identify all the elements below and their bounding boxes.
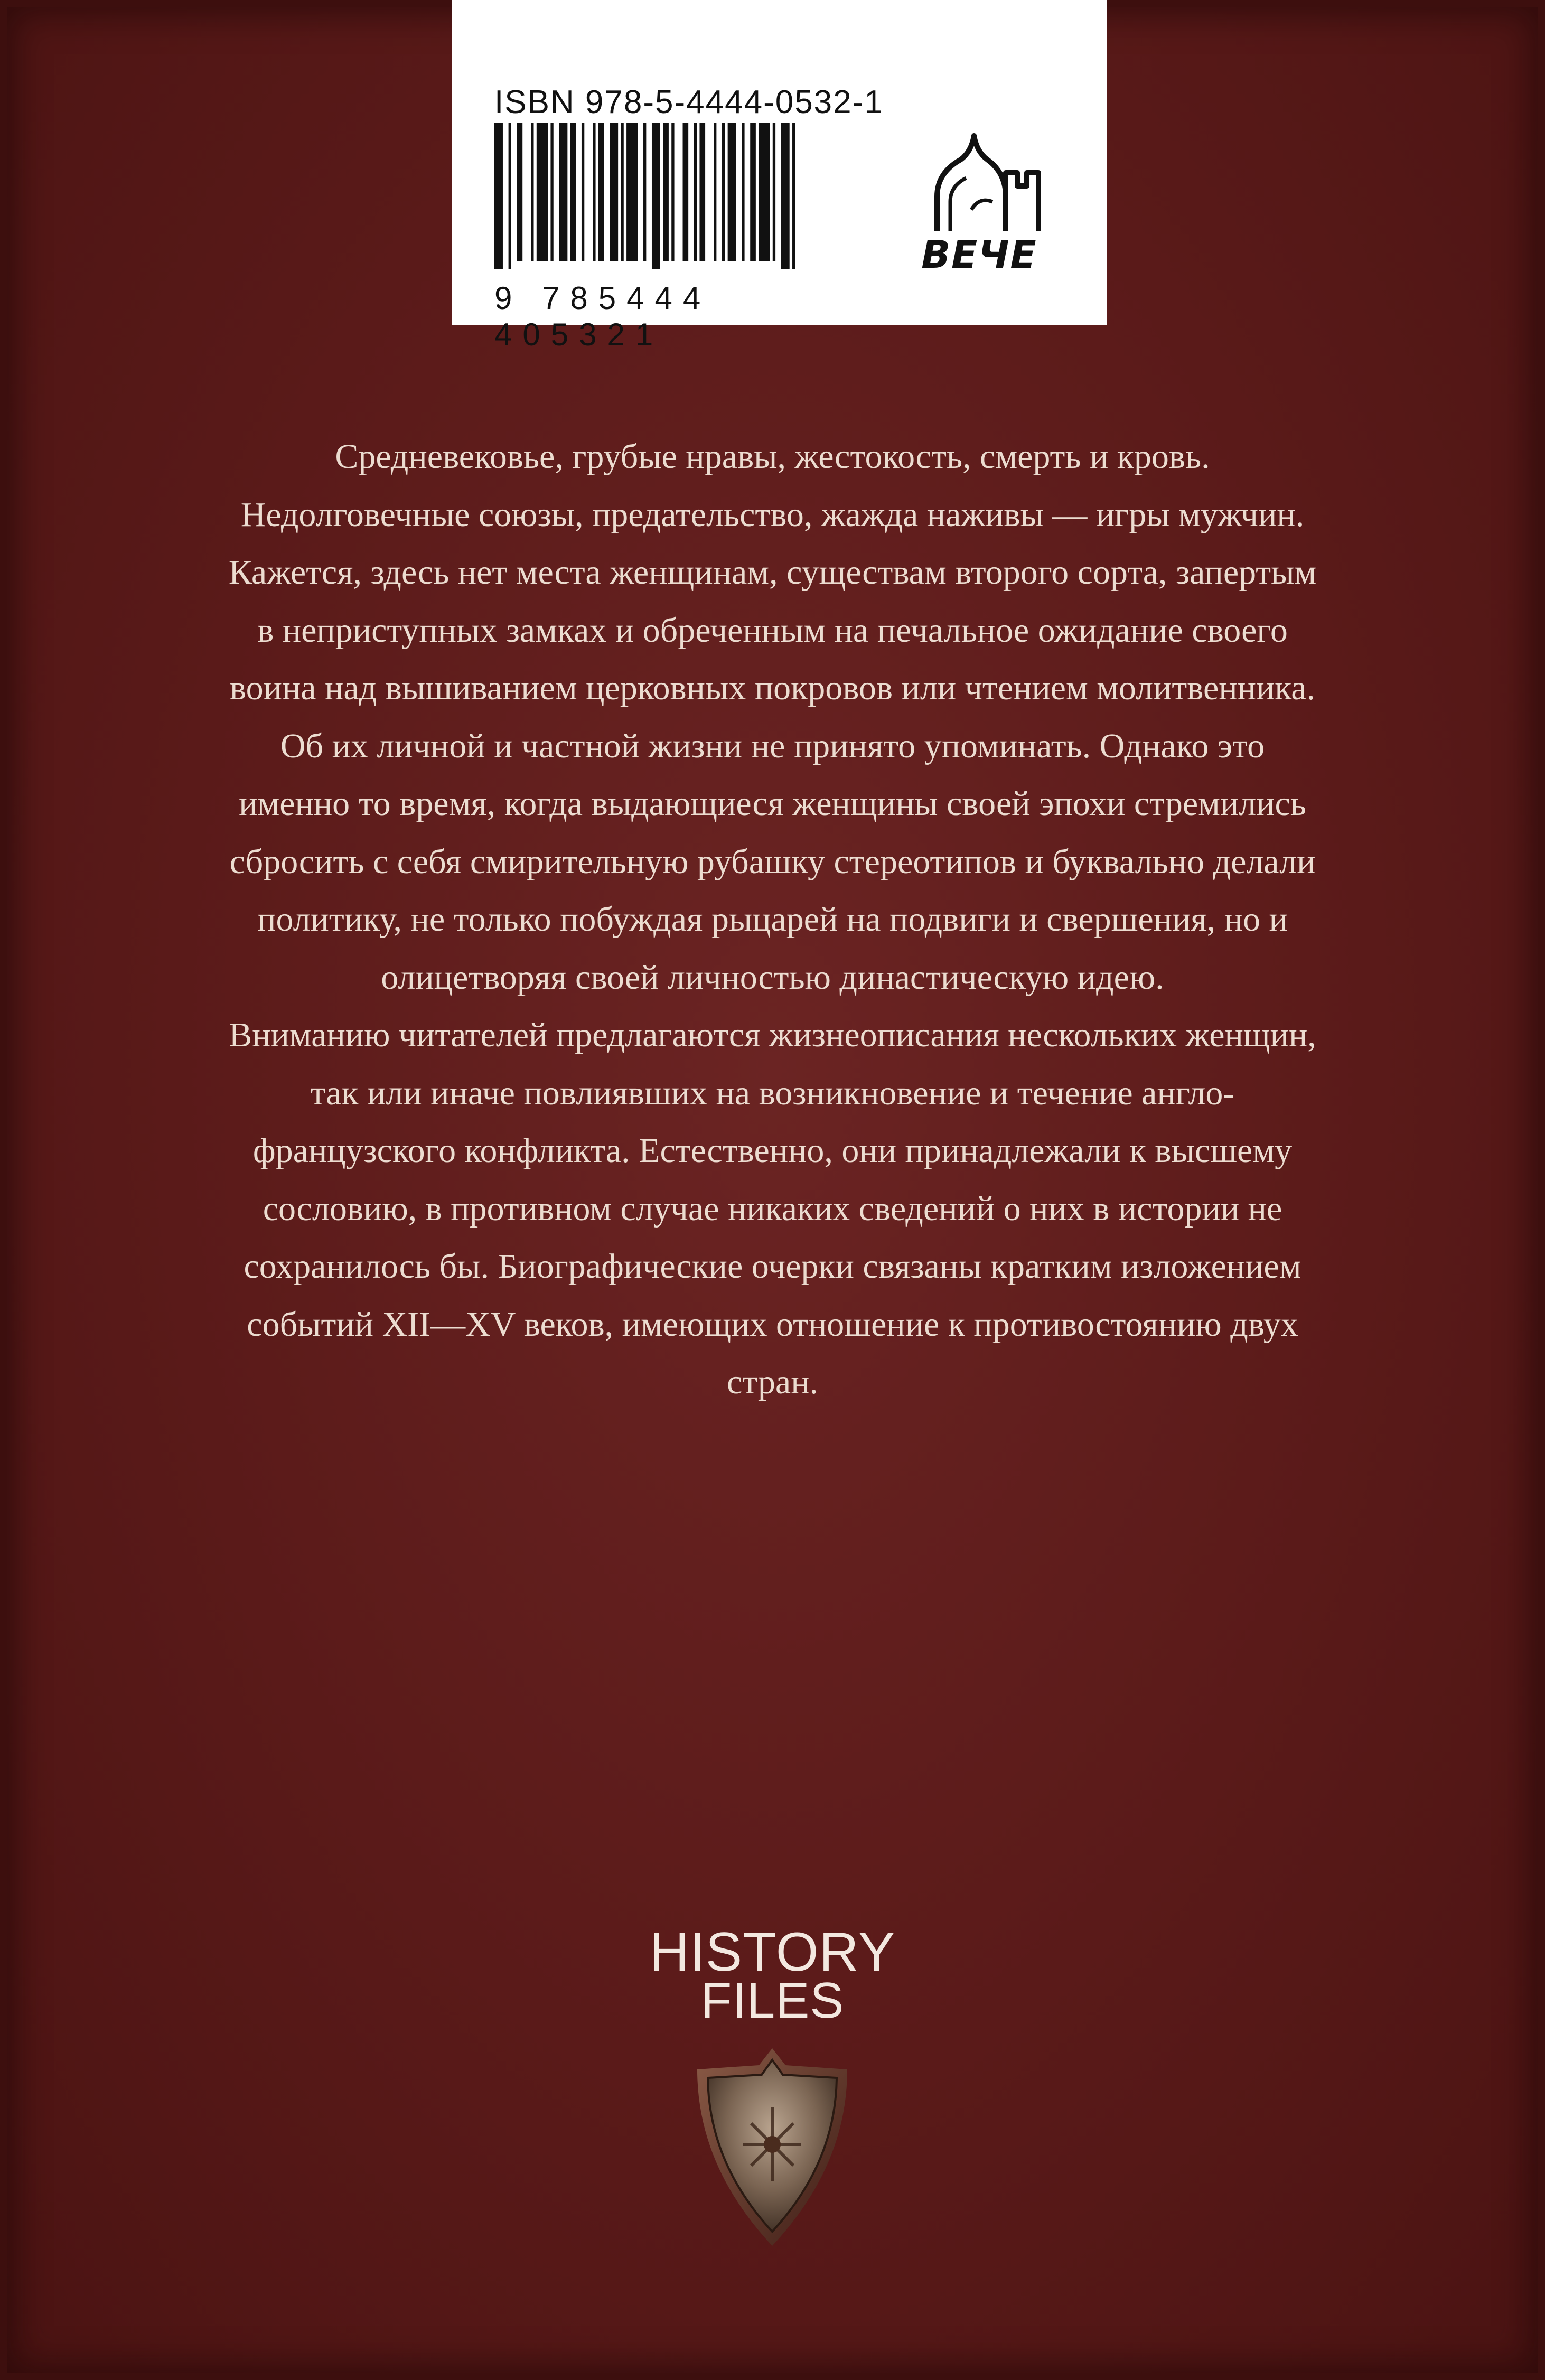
barcode-bar (759, 123, 770, 261)
barcode-bar (792, 123, 795, 269)
barcode-bar (750, 123, 756, 261)
barcode-bar (593, 123, 595, 261)
barcode-bar (626, 123, 638, 261)
series-title (613, 1922, 932, 2029)
barcode-bar (621, 123, 623, 261)
shield-icon (693, 2044, 851, 2250)
barcode-bar (714, 123, 716, 261)
barcode-bar (742, 123, 744, 261)
barcode-bar (699, 123, 705, 261)
barcode-bar (517, 123, 523, 261)
barcode-bar (652, 123, 660, 269)
barcode-bar (663, 123, 669, 261)
isbn-number: ISBN 978-5-4444-0532-1 (494, 84, 884, 120)
blurb-paragraph-1: Средневековье, грубые нравы, жестокость, смерть и кровь. Недолговечные союзы, предательство, жажда наживы — игры мужчин. Кажется, здесь нет места женщинам, существам второго сорта, запертым в неприступных замках и обреченным на печальное ожидание своего воина над вышиванием церковных покровов или чтением молитвенника. Об их личной и частной жизни не принято упоминать. Однако это именно то время, когда выдающиеся женщины своей эпохи стремились сбросить с себя смирительную рубашку стереотипов и буквально делали политику, не только побуждая рыцарей на подвиги и свершения, но и олицетворяя своей личностью династическую идею. (228, 437, 1317, 997)
isbn-digits: 9 785444 405321 (494, 280, 711, 352)
publisher-name: ВЕЧЕ (921, 232, 1037, 277)
barcode-bar (773, 123, 775, 261)
barcode-bar (494, 123, 503, 269)
barcode-bar (559, 123, 567, 261)
barcode-bar (598, 123, 604, 261)
barcode-bar (728, 123, 736, 261)
series-title-line-2: FILES (700, 1972, 845, 2029)
barcode-bar (509, 123, 511, 269)
barcode-bar (550, 123, 553, 261)
barcode (494, 123, 801, 269)
barcode-bar (537, 123, 548, 261)
blurb-text (222, 428, 1323, 1411)
barcode-bar (781, 123, 790, 269)
barcode-bar (683, 123, 689, 261)
barcode-bar (582, 123, 584, 261)
barcode-bar (531, 123, 533, 261)
barcode-bar (671, 123, 674, 261)
blurb-paragraph-2: Вниманию читателей предлагаются жизнеописания нескольких женщин, так или иначе повлиявших на возникновение и течение англо-французского конфликта. Естественно, они принадлежали к высшему сословию, в противном случае никаких сведений о них в истории не сохранилось бы. Биографические очерки связаны кратким изложением событий XII—XV веков, имеющих отношение к противостоянию двух стран. (229, 1016, 1316, 1401)
barcode-bar (610, 123, 618, 261)
barcode-bar (694, 123, 697, 261)
series-title-line-1: HISTORY (649, 1922, 896, 1983)
barcode-bar (570, 123, 576, 261)
barcode-bar (722, 123, 725, 261)
barcode-bar (643, 123, 646, 261)
isbn-label (452, 0, 1107, 352)
